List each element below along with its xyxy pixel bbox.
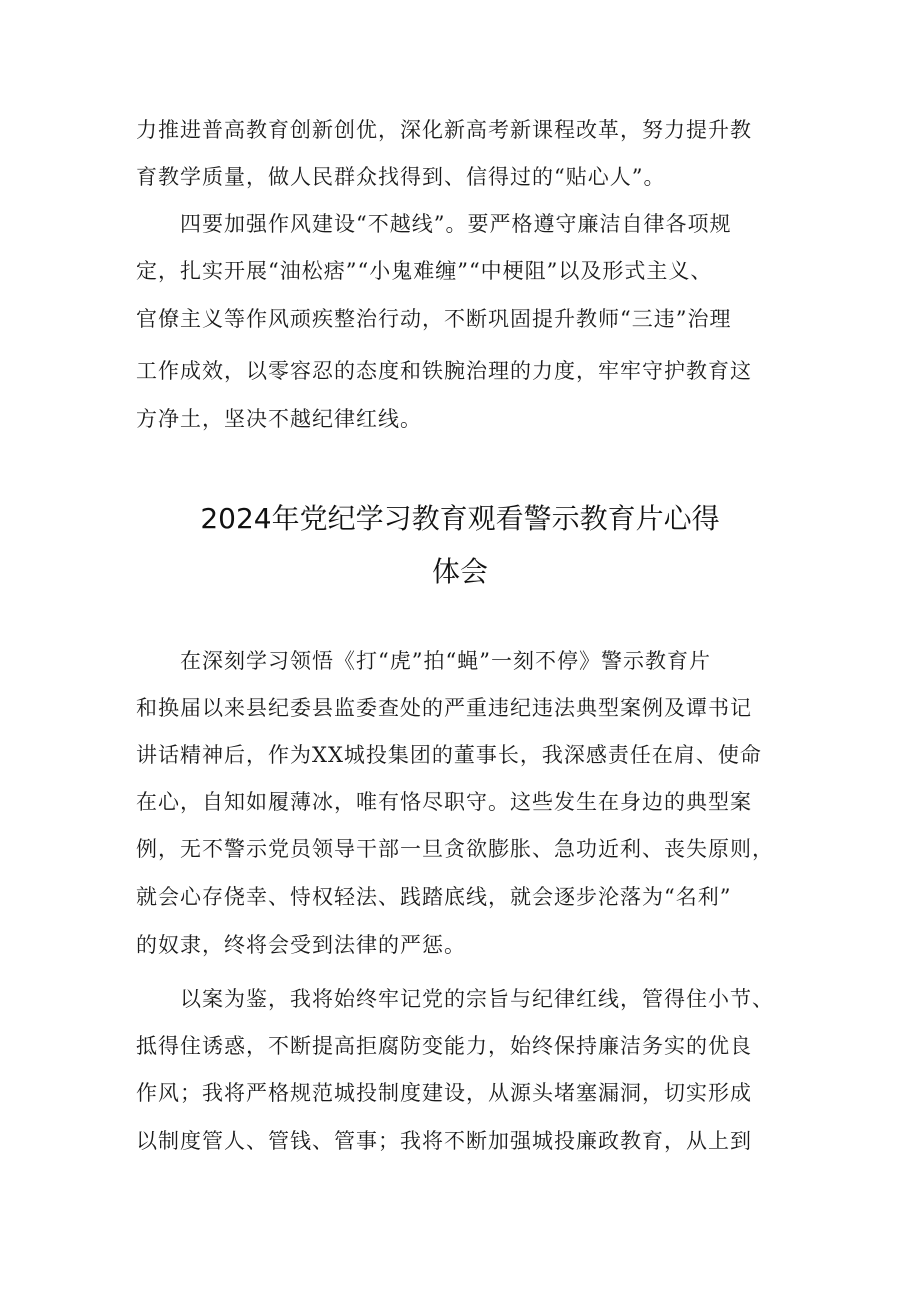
article-paragraph-line: 作风；我将严格规范城投制度建设，从源头堵塞漏洞，切实形成 bbox=[136, 1081, 752, 1105]
article-title-text: 2024年党纪学习教育观看警示教育片心得 bbox=[200, 502, 720, 535]
article-paragraph-line: 就会心存侥幸、恃权轻法、践踏底线，就会逐步沦落为“名利” bbox=[136, 885, 732, 909]
article-paragraph-line: 抵得住诱惑，不断提高拒腐防变能力，始终保持廉洁务实的优良 bbox=[136, 1034, 752, 1058]
article-title-line-1 bbox=[0, 497, 920, 541]
top-paragraph-line: 方净土，坚决不越纪律红线。 bbox=[136, 407, 422, 431]
article-paragraph-line: 以制度管人、管钱、管事；我将不断加强城投廉政教育，从上到 bbox=[136, 1129, 752, 1153]
article-title-line-2 bbox=[0, 550, 920, 594]
article-paragraph-line: 在深刻学习领悟《打“虎”拍“蝇”一刻不停》警示教育片 bbox=[180, 649, 711, 673]
top-paragraph-line: 工作成效，以零容忍的态度和铁腕治理的力度，牢牢守护教育这 bbox=[136, 359, 752, 383]
article-title-text: 体会 bbox=[431, 555, 488, 588]
article-paragraph-line: 在心，自知如履薄冰，唯有恪尽职守。这些发生在身边的典型案 bbox=[136, 790, 752, 814]
top-paragraph-line: 官僚主义等作风顽疾整治行动，不断巩固提升教师“三违”治理 bbox=[136, 307, 732, 331]
article-paragraph-line: 讲话精神后，作为XX城投集团的董事长，我深感责任在肩、使命 bbox=[136, 743, 762, 767]
article-paragraph-line: 以案为鉴，我将始终牢记党的宗旨与纪律红线，管得住小节、 bbox=[180, 987, 774, 1011]
article-paragraph-line: 例，无不警示党员领导干部一旦贪欲膨胀、急功近利、丧失原则， bbox=[136, 837, 774, 861]
top-paragraph-line: 力推进普高教育创新创优，深化新高考新课程改革，努力提升教 bbox=[136, 118, 752, 142]
top-paragraph-line: 定，扎实开展“油松痞”“小鬼难缠”“中梗阻”以及形式主义、 bbox=[136, 259, 713, 283]
article-paragraph-line: 的奴隶，终将会受到法律的严惩。 bbox=[136, 933, 466, 957]
top-paragraph-line: 育教学质量，做人民群众找得到、信得过的“贴心人”。 bbox=[136, 165, 666, 189]
article-paragraph-line: 和换届以来县纪委县监委查处的严重违纪违法典型案例及谭书记 bbox=[136, 696, 752, 720]
top-paragraph-line: 四要加强作风建设“不越线”。要严格遵守廉洁自律各项规 bbox=[180, 212, 732, 236]
